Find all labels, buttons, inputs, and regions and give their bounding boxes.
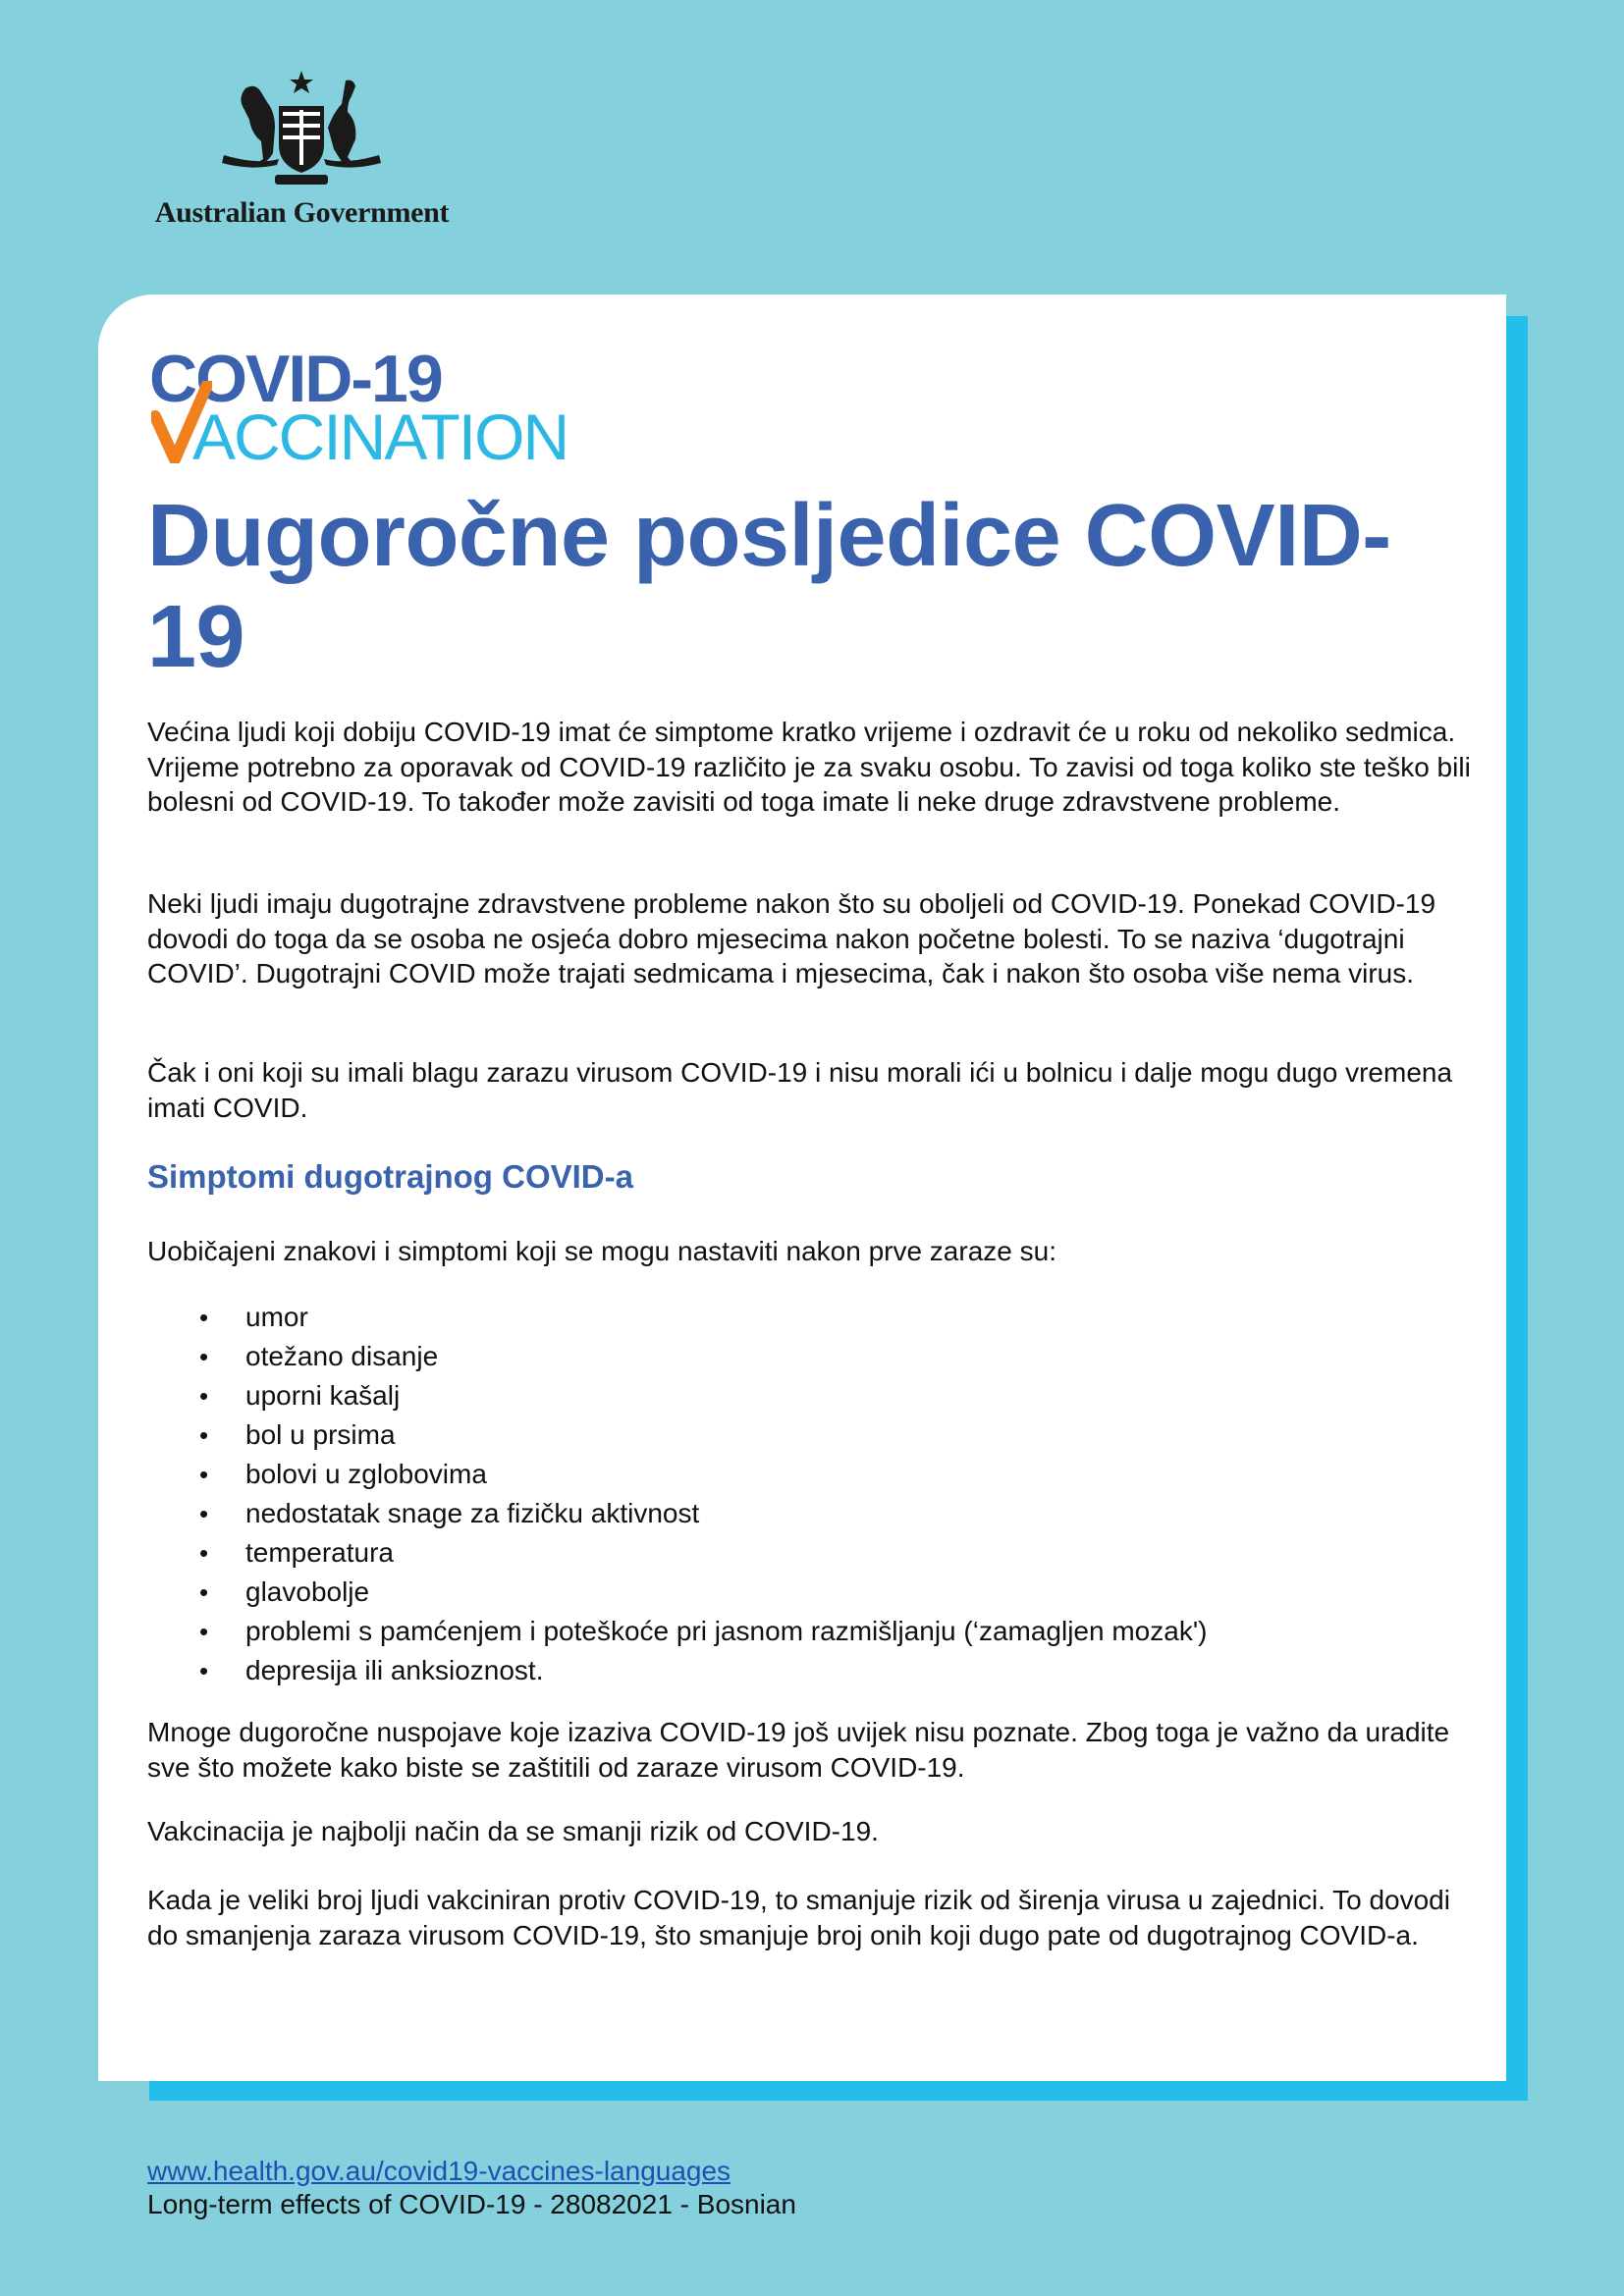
intro-paragraph: Većina ljudi koji dobiju COVID-19 imat će simptome kratko vrijeme i ozdravit će u roku od nekoliko sedmica. Vrijeme potrebno za oporavak od COVID-19 različito je za svaku osobu. To zavisi od toga koliko ste teško bili bolesni od COVID-19. To također može zavisiti od toga imate li neke druge zdravstvene probleme. — [147, 717, 1471, 817]
list-item: • problemi s pamćenjem i poteškoće pri jasnom razmišljanju (‘zamagljen mozak') — [147, 1612, 1424, 1651]
vaccination-paragraph: Vakcinacija je najbolji način da se smanji rizik od COVID-19. — [147, 1816, 879, 1846]
government-header — [147, 59, 457, 245]
list-intro: Uobičajeni znakovi i simptomi koji se mogu nastaviti nakon prve zaraze su: — [147, 1236, 1056, 1266]
coat-of-arms-icon — [218, 69, 385, 194]
section-heading: Simptomi dugotrajnog COVID-a — [147, 1158, 633, 1195]
health-website-link[interactable]: www.health.gov.au/covid19-vaccines-languages — [147, 2156, 731, 2186]
list-item: • otežano disanje — [147, 1337, 1424, 1376]
logo-line-1: COVID-19 — [149, 342, 442, 416]
list-item: • bolovi u zglobovima — [147, 1455, 1424, 1494]
checkmark-icon — [151, 381, 212, 463]
mild-infection-paragraph: Čak i oni koji su imali blagu zarazu virusom COVID-19 i nisu morali ići u bolnicu i dalje mogu dugo vremena imati COVID. — [147, 1057, 1453, 1123]
list-item: • uporni kašalj — [147, 1376, 1424, 1415]
list-item: • bol u prsima — [147, 1415, 1424, 1455]
document-reference: Long-term effects of COVID-19 - 28082021 - Bosnian — [147, 2189, 796, 2219]
community-paragraph: Kada je veliki broj ljudi vakciniran protiv COVID-19, to smanjuje rizik od širenja virusa u zajednici. To dovodi do smanjenja zaraza virusom COVID-19, što smanjuje broj onih koji dugo pate od dugotrajnog COVID-a. — [147, 1885, 1450, 1950]
list-item: • umor — [147, 1298, 1424, 1337]
long-covid-paragraph: Neki ljudi imaju dugotrajne zdravstvene probleme nakon što su oboljeli od COVID-19. Ponekad COVID-19 dovodi do toga da se osoba ne osjeća dobro mjesecima nakon početne bolesti. To se naziva ‘dugotrajni COVID’. Dugotrajni COVID može trajati sedmicama i mjesecima, čak i nakon što osoba više nema virus. — [147, 888, 1436, 988]
list-item: • glavobolje — [147, 1573, 1424, 1612]
side-effects-paragraph: Mnoge dugoročne nuspojave koje izaziva COVID-19 još uvijek nisu poznate. Zbog toga je važno da uradite sve što možete kako biste se zaštitili od zaraze virusom COVID-19. — [147, 1717, 1450, 1783]
content-card — [98, 294, 1506, 2081]
covid-vaccination-logo — [149, 342, 601, 473]
list-item: • nedostatak snage za fizičku aktivnost — [147, 1494, 1424, 1533]
symptom-list — [147, 1298, 1424, 1690]
list-item: • temperatura — [147, 1533, 1424, 1573]
government-name: Australian Government — [154, 196, 450, 229]
page-title: Dugoročne posljedice COVID- 19 — [147, 487, 1391, 686]
list-item: • depresija ili anksioznost. — [147, 1651, 1424, 1690]
logo-line-2: ACCINATION — [192, 400, 568, 473]
